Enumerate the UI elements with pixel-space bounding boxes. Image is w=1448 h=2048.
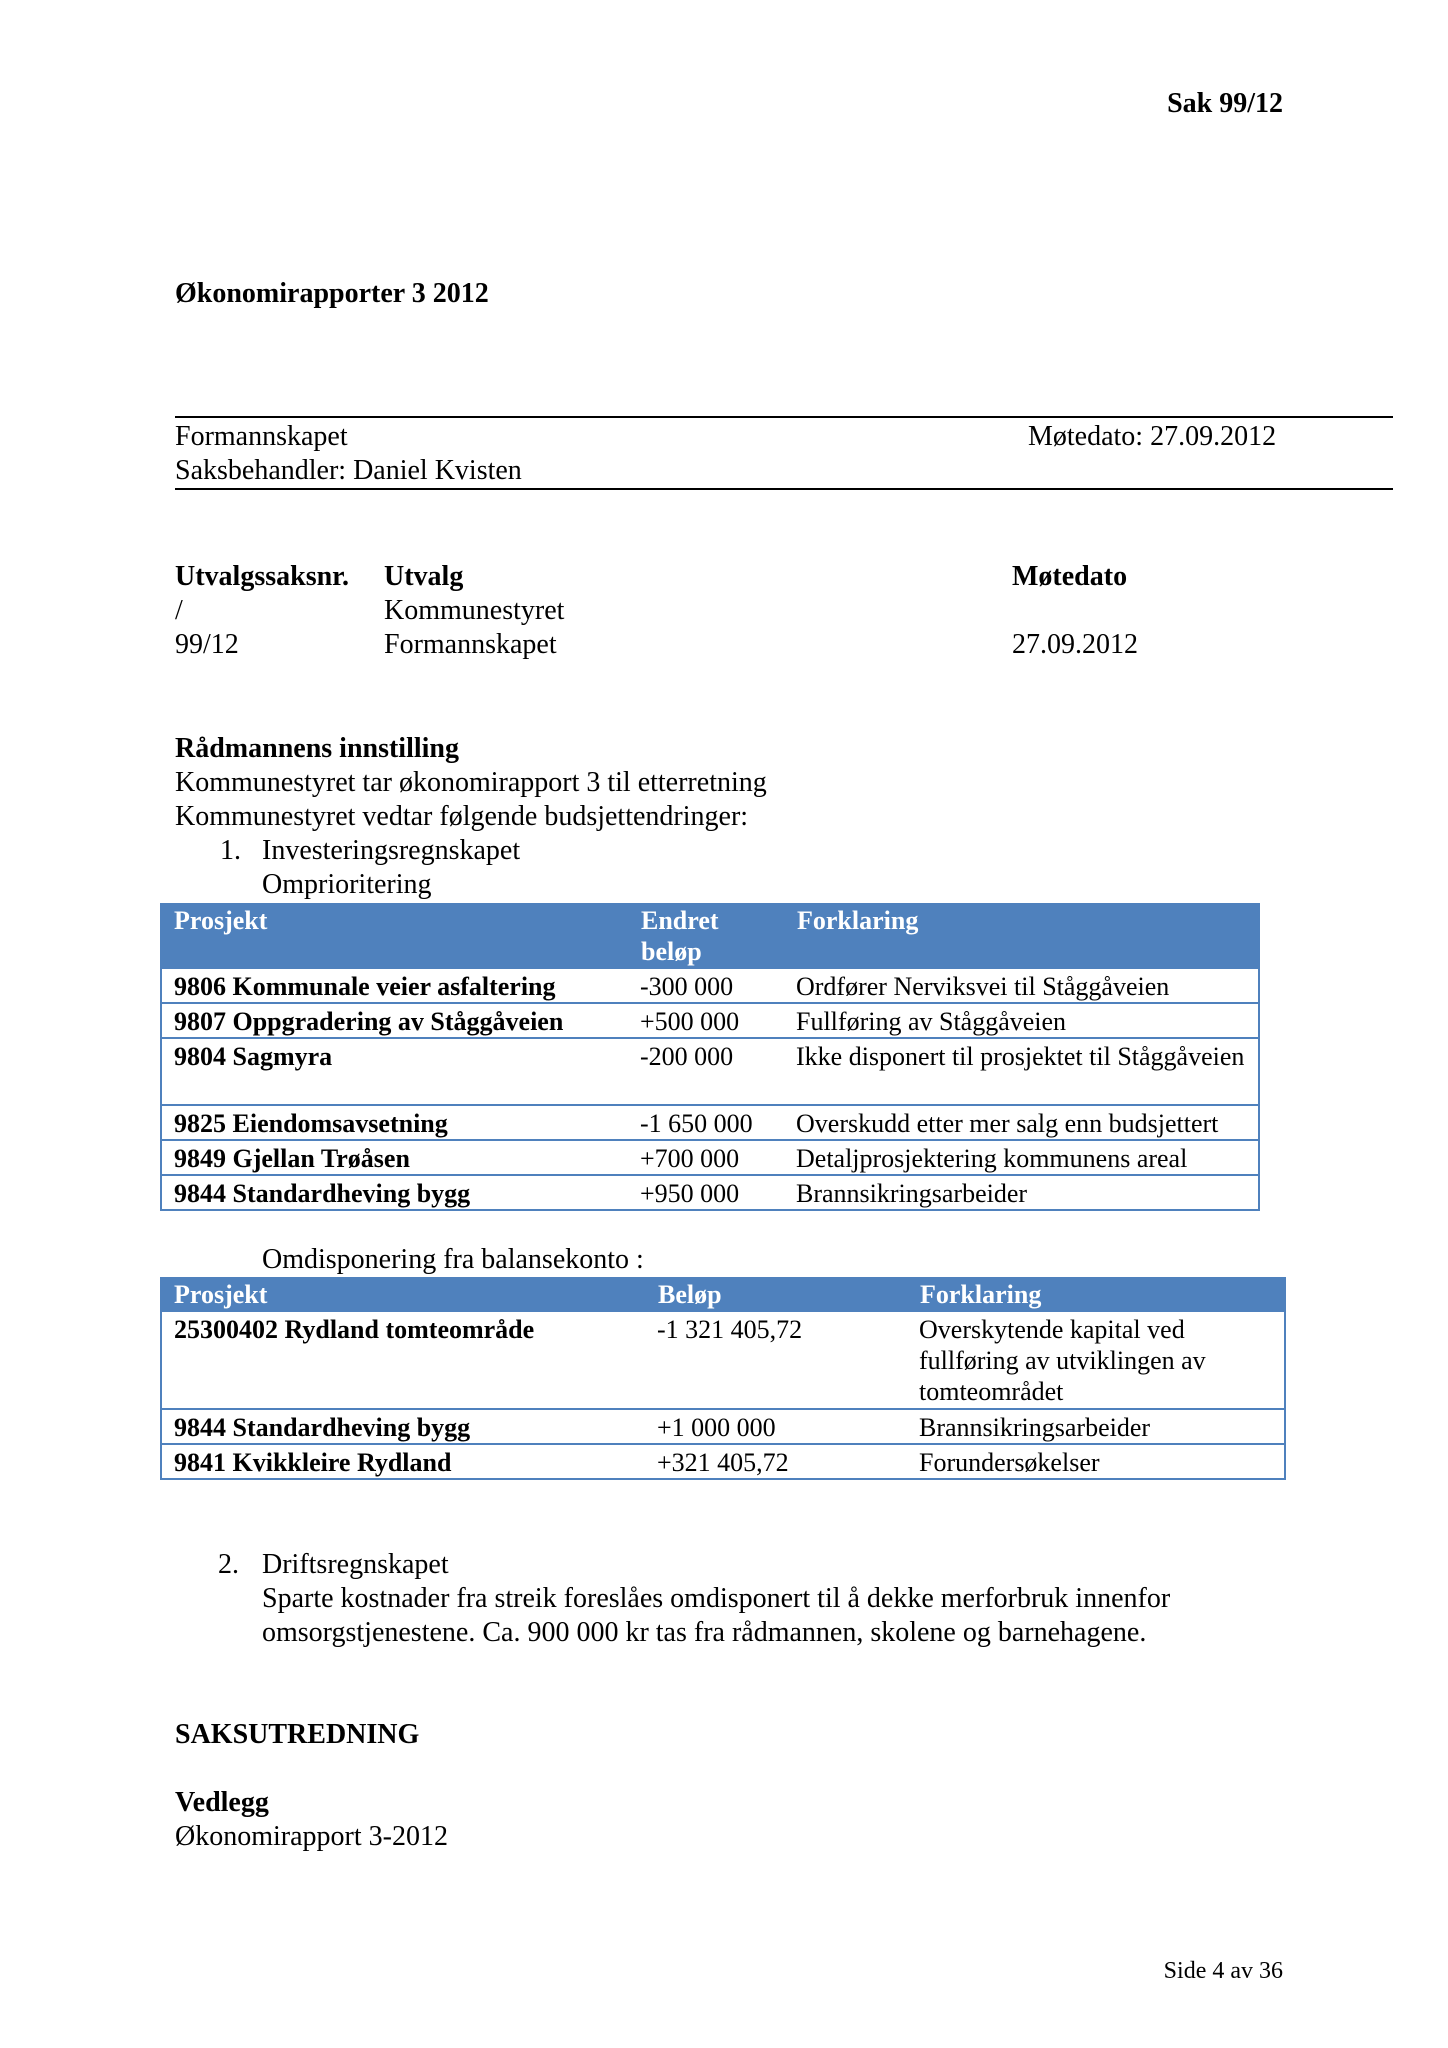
cell-belop: +1 000 000 xyxy=(645,1409,907,1444)
innstilling-line-1: Kommunestyret tar økonomirapport 3 til etterretning xyxy=(175,767,767,798)
cell-belop: -1 321 405,72 xyxy=(645,1311,907,1409)
cell-prosjekt: 9807 Oppgradering av Ståggåveien xyxy=(161,1003,628,1038)
cell-prosjekt: 9844 Standardheving bygg xyxy=(161,1409,645,1444)
utvalg-row-1-saksnr: / xyxy=(175,595,183,626)
utvalg-row-2-saksnr: 99/12 xyxy=(175,629,239,660)
cell-forklaring: Overskytende kapital ved fullføring av utviklingen av tomteområdet xyxy=(907,1311,1285,1409)
cell-belop: +950 000 xyxy=(628,1175,784,1210)
column-header-endret-belop: Endret beløp xyxy=(628,903,784,968)
top-rule xyxy=(175,416,1393,418)
column-header-forklaring: Forklaring xyxy=(907,1277,1285,1311)
item-2-line-1: Sparte kostnader fra streik foreslåes omdisponert til å dekke merforbruk innenfor xyxy=(262,1583,1171,1614)
table-row xyxy=(161,1311,1285,1409)
saksutredning-heading: SAKSUTREDNING xyxy=(175,1719,420,1750)
table-row xyxy=(161,1105,1259,1140)
page-number: Side 4 av 36 xyxy=(1163,1958,1283,1984)
omdisponering-table xyxy=(160,1277,1286,1480)
table-row xyxy=(161,968,1259,1003)
item-2-line-2: omsorgstjenestene. Ca. 900 000 kr tas fra rådmannen, skolene og barnehagene. xyxy=(262,1617,1147,1648)
table-row xyxy=(161,1003,1259,1038)
cell-belop: -1 650 000 xyxy=(628,1105,784,1140)
vedlegg-item: Økonomirapport 3-2012 xyxy=(175,1821,448,1852)
innstilling-line-2: Kommunestyret vedtar følgende budsjettendringer: xyxy=(175,801,749,832)
meta-body: Formannskapet xyxy=(175,421,348,452)
column-header-forklaring: Forklaring xyxy=(784,903,1259,968)
table-row xyxy=(161,1444,1285,1479)
utvalg-header-utvalg: Utvalg xyxy=(384,561,464,592)
meta-motedato: Møtedato: 27.09.2012 xyxy=(1028,421,1277,452)
table-row xyxy=(161,1140,1259,1175)
table-row xyxy=(161,1409,1285,1444)
cell-forklaring: Brannsikringsarbeider xyxy=(784,1175,1259,1210)
cell-prosjekt: 9804 Sagmyra xyxy=(161,1038,628,1105)
utvalg-row-2-motedato: 27.09.2012 xyxy=(1012,629,1138,660)
table-header-row xyxy=(161,903,1259,968)
table-row xyxy=(161,1175,1259,1210)
utvalg-header-motedato: Møtedato xyxy=(1012,561,1128,592)
cell-belop: -200 000 xyxy=(628,1038,784,1105)
cell-forklaring: Ordfører Nerviksvei til Ståggåveien xyxy=(784,968,1259,1003)
cell-forklaring: Fullføring av Ståggåveien xyxy=(784,1003,1259,1038)
cell-forklaring: Detaljprosjektering kommunens areal xyxy=(784,1140,1259,1175)
column-header-prosjekt: Prosjekt xyxy=(161,903,628,968)
cell-forklaring: Forundersøkelser xyxy=(907,1444,1285,1479)
cell-prosjekt: 9844 Standardheving bygg xyxy=(161,1175,628,1210)
case-number: Sak 99/12 xyxy=(1167,88,1283,119)
item-1-title: Investeringsregnskapet xyxy=(262,835,521,866)
innstilling-heading: Rådmannens innstilling xyxy=(175,733,459,764)
cell-belop: +321 405,72 xyxy=(645,1444,907,1479)
column-header-prosjekt: Prosjekt xyxy=(161,1277,645,1311)
item-2-number: 2. xyxy=(218,1549,239,1580)
cell-prosjekt: 9825 Eiendomsavsetning xyxy=(161,1105,628,1140)
omdisponering-label: Omdisponering fra balansekonto : xyxy=(262,1244,644,1275)
cell-belop: +500 000 xyxy=(628,1003,784,1038)
omprioritering-table xyxy=(160,903,1260,1211)
utvalg-header-saksnr: Utvalgssaksnr. xyxy=(175,561,350,592)
table-header-row xyxy=(161,1277,1285,1311)
utvalg-row-2-utvalg: Formannskapet xyxy=(384,629,557,660)
utvalg-row-1-utvalg: Kommunestyret xyxy=(384,595,565,626)
cell-forklaring: Ikke disponert til prosjektet til Ståggåveien xyxy=(784,1038,1259,1105)
cell-forklaring: Brannsikringsarbeider xyxy=(907,1409,1285,1444)
cell-prosjekt: 25300402 Rydland tomteområde xyxy=(161,1311,645,1409)
bottom-rule xyxy=(175,488,1393,490)
meta-saksbehandler: Saksbehandler: Daniel Kvisten xyxy=(175,455,522,486)
document-title: Økonomirapporter 3 2012 xyxy=(175,278,489,309)
cell-prosjekt: 9849 Gjellan Trøåsen xyxy=(161,1140,628,1175)
cell-belop: +700 000 xyxy=(628,1140,784,1175)
table-row xyxy=(161,1038,1259,1105)
item-2-title: Driftsregnskapet xyxy=(262,1549,449,1580)
cell-belop: -300 000 xyxy=(628,968,784,1003)
vedlegg-heading: Vedlegg xyxy=(175,1787,269,1818)
cell-forklaring: Overskudd etter mer salg enn budsjettert xyxy=(784,1105,1259,1140)
item-1-subtitle: Omprioritering xyxy=(262,869,432,900)
item-1-number: 1. xyxy=(220,835,241,866)
column-header-belop: Beløp xyxy=(645,1277,907,1311)
cell-prosjekt: 9806 Kommunale veier asfaltering xyxy=(161,968,628,1003)
cell-prosjekt: 9841 Kvikkleire Rydland xyxy=(161,1444,645,1479)
